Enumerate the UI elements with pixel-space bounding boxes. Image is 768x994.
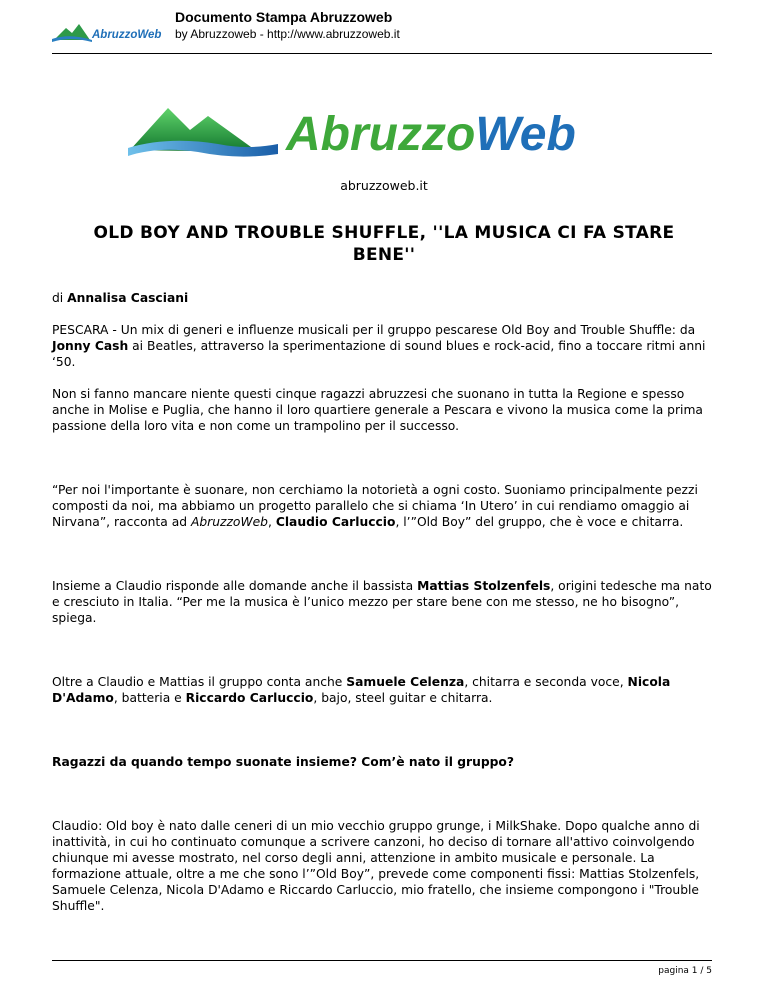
- paragraph-1: PESCARA - Un mix di generi e influenze musicali per il gruppo pescarese Old Boy and Trouble Shuffle: da Jonny Cash ai Beatles, attraverso la sperimentazione di sound blues e rock-acid, fino a toccare ritmi anni ‘50.: [52, 323, 706, 369]
- article-body: [52, 290, 712, 914]
- abruzzoweb-logo: [128, 100, 640, 168]
- water-wave-icon: [128, 141, 278, 157]
- paragraph-5: Oltre a Claudio e Mattias il gruppo conta anche Samuele Celenza, chitarra e seconda voce, Nicola D'Adamo, batteria e Riccardo Carluccio, bajo, steel guitar e chitarra.: [52, 675, 671, 705]
- header-divider: [52, 53, 712, 54]
- header-logo-text: AbruzzoWeb: [92, 29, 162, 41]
- site-label: abruzzoweb.it: [340, 178, 428, 193]
- article-title: OLD BOY AND TROUBLE SHUFFLE, ''LA MUSICA CI FA STARE BENE'': [93, 223, 675, 265]
- header-subtitle: by Abruzzoweb - http://www.abruzzoweb.it: [175, 27, 400, 41]
- page-number: pagina 1 / 5: [658, 966, 712, 976]
- header-logo: [52, 18, 162, 46]
- interview-question: Ragazzi da quando tempo suonate insieme? Com’è nato il gruppo?: [52, 755, 515, 769]
- footer-divider: [52, 960, 712, 961]
- paragraph-4: Insieme a Claudio risponde alle domande anche il bassista Mattias Stolzenfels, origini tedesche ma nato e cresciuto in Italia. “Per me la musica è l’unico mezzo per stare bene con me stesso, ne ho bisogno”, spiega.: [52, 579, 712, 625]
- author-name: Annalisa Casciani: [67, 291, 189, 305]
- paragraph-2: Non si fanno mancare niente questi cinque ragazzi abruzzesi che suonano in tutta la Regione e spesso anche in Molise e Puglia, che hanno il loro quartiere generale a Pescara e vivono la musica come la prima passione della loro vita e non come un trampolino per il successo.: [52, 387, 703, 433]
- paragraph-6: Claudio: Old boy è nato dalle ceneri di un mio vecchio gruppo grunge, i MilkShake. Dopo qualche anno di inattività, in cui ho continuato comunque a scrivere canzoni, ho deciso di tornare all'attivo coinvolgendo chiunque mi avesse mostrato, nel corso degli anni, attenzione in ambito musicale e personale. La formazione attuale, oltre a me che sono l’”Old Boy”, prevede come componenti fissi: Mattias Stolzenfels, Samuele Celenza, Nicola D'Adamo e Riccardo Carluccio, mio fratello, che insieme compongono i "Trouble Shuffle".: [52, 819, 700, 913]
- byline: di Annalisa Casciani: [52, 291, 189, 305]
- logo-wordmark: AbruzzoWeb: [286, 108, 576, 161]
- print-header: [52, 8, 712, 54]
- paragraph-3: “Per noi l'importante è suonare, non cerchiamo la notorietà a ogni costo. Suoniamo principalmente pezzi composti da noi, ma abbiamo un progetto parallelo che si chiama ‘In Utero’ in cui rendiamo omaggio ai Nirvana”, racconta ad AbruzzoWeb, Claudio Carluccio, l’”Old Boy” del gruppo, che è voce e chitarra.: [52, 483, 698, 529]
- header-title: Documento Stampa Abruzzoweb: [175, 9, 393, 25]
